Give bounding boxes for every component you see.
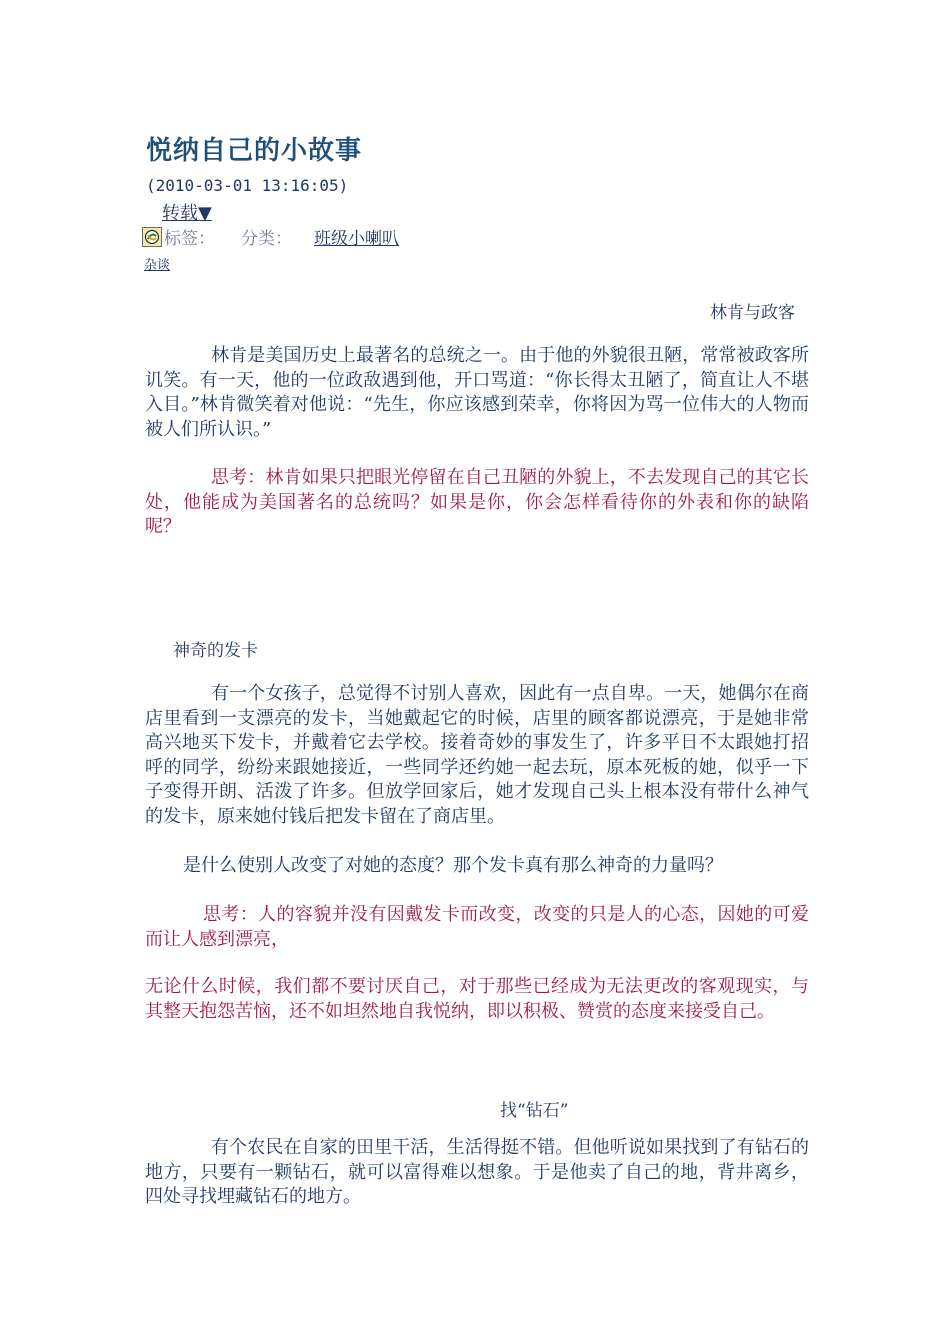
tag-icon (142, 227, 162, 247)
story-question-hairpin: 是什么使别人改变了对她的态度？那个发卡真有那么神奇的力量吗？ (183, 855, 723, 876)
story-body-lincoln: 林肯是美国历史上最著名的总统之一。由于他的外貌很丑陋，常常被政客所讥笑。有一天，他的一位政敌遇到他，开口骂道：“你长得太丑陋了，简直让人不堪入目。”林肯微笑着对他说：“先生，你应该感到荣幸，你将因为骂一位伟大的人物而被人们所认识。” (145, 345, 809, 440)
story-heading-hairpin: 神奇的发卡 (173, 641, 258, 661)
misc-tag-link[interactable]: 杂谈 (144, 258, 171, 273)
story-conclusion: 无论什么时候，我们都不要讨厌自己，对于那些已经成为无法更改的客观现实，与其整天抱怨苦恼，还不如坦然地自我悦纳，即以积极、赞赏的态度来接受自己。 (145, 976, 809, 1022)
story-heading-diamond: 找“钻石” (500, 1101, 569, 1121)
category-label: 分类： (241, 229, 292, 249)
category-link[interactable]: 班级小喇叭 (314, 229, 399, 249)
tag-label: 标签： (164, 229, 215, 249)
repost-link[interactable]: 转载▼ (162, 203, 212, 224)
post-title: 悦纳自己的小故事 (146, 136, 363, 166)
post-meta (142, 224, 399, 249)
story-body-diamond: 有个农民在自家的田里干活，生活得挺不错。但他听说如果找到了有钻石的地方，只要有一颗钻石，就可以富得难以想象。于是他卖了自己的地，背井离乡，四处寻找埋藏钻石的地方。 (145, 1137, 809, 1207)
post-date: (2010-03-01 13:16:05) (146, 176, 349, 195)
story-thought-lincoln: 思考：林肯如果只把眼光停留在自己丑陋的外貌上，不去发现自己的其它长处，他能成为美国著名的总统吗？如果是你，你会怎样看待你的外表和你的缺陷呢？ (145, 467, 809, 537)
story-heading-lincoln: 林肯与政客 (710, 303, 795, 323)
story-thought-hairpin: 思考：人的容貌并没有因戴发卡而改变，改变的只是人的心态，因她的可爱而让人感到漂亮， (145, 904, 809, 950)
story-body-hairpin: 有一个女孩子，总觉得不讨别人喜欢，因此有一点自卑。一天，她偶尔在商店里看到一支漂亮的发卡，当她戴起它的时候，店里的顾客都说漂亮，于是她非常高兴地买下发卡，并戴着它去学校。接着奇妙的事发生了，许多平日不太跟她打招呼的同学，纷纷来跟她接近，一些同学还约她一起去玩，原本死板的她，似乎一下子变得开朗、活泼了许多。但放学回家后，她才发现自己头上根本没有带什么神气的发卡，原来她付钱后把发卡留在了商店里。 (145, 683, 809, 827)
